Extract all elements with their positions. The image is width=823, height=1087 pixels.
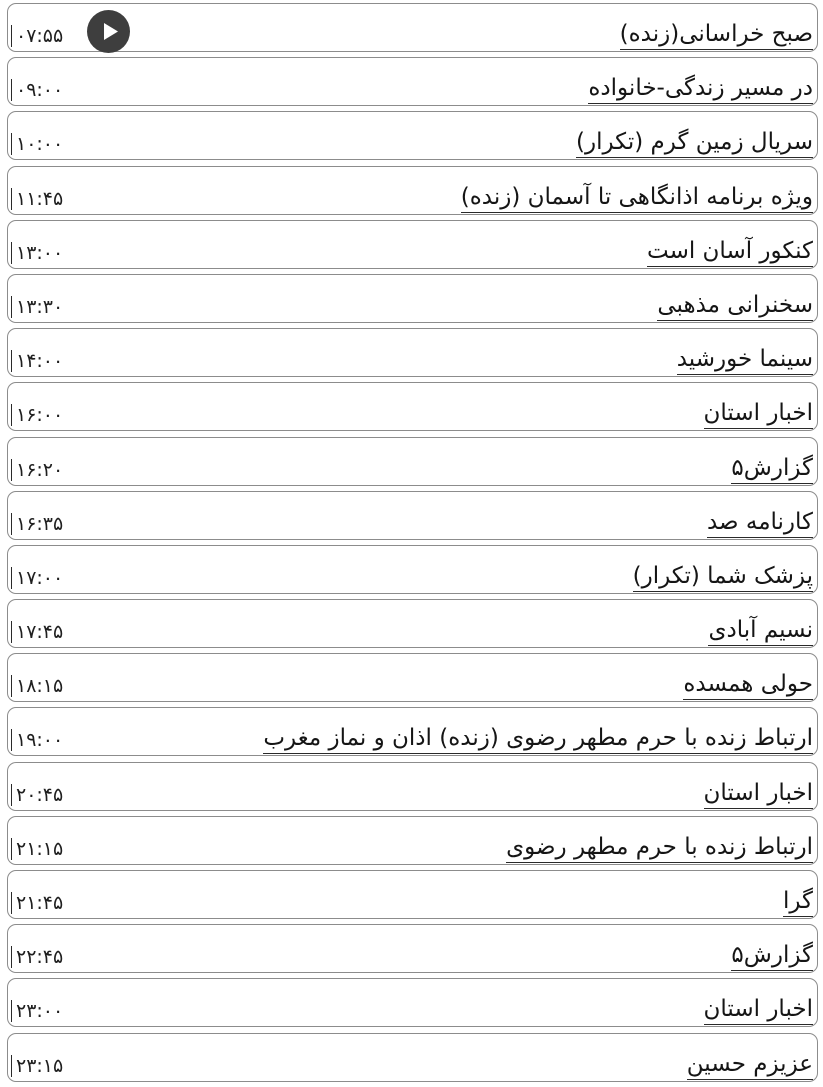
program-time: ۱۳:۳۰ bbox=[11, 296, 63, 318]
schedule-row[interactable] bbox=[7, 382, 818, 431]
program-time: ۲۱:۴۵ bbox=[11, 892, 63, 914]
schedule-row[interactable] bbox=[7, 870, 818, 919]
schedule-row[interactable] bbox=[7, 545, 818, 594]
program-title: پزشک شما (تکرار) bbox=[633, 561, 813, 592]
program-time: ۱۷:۴۵ bbox=[11, 621, 63, 643]
schedule-row[interactable] bbox=[7, 57, 818, 106]
program-title: گزارش۵ bbox=[731, 940, 813, 971]
program-title: عزیزم حسین bbox=[687, 1049, 813, 1080]
program-title: سینما خورشید bbox=[677, 344, 813, 375]
program-time: ۲۳:۰۰ bbox=[11, 1000, 63, 1022]
program-title: اخبار استان bbox=[704, 398, 813, 429]
program-title: صبح خراسانی(زنده) bbox=[620, 19, 813, 50]
program-title: در مسیر زندگی-خانواده bbox=[588, 73, 813, 104]
program-time: ۱۶:۲۰ bbox=[11, 459, 63, 481]
program-title: ارتباط زنده با حرم مطهر رضوی bbox=[506, 832, 813, 863]
schedule-row[interactable] bbox=[7, 1033, 818, 1082]
live-play-button[interactable] bbox=[87, 10, 130, 53]
program-time: ۱۰:۰۰ bbox=[11, 133, 63, 155]
program-title: سریال زمین گرم (تکرار) bbox=[576, 127, 813, 158]
schedule-row[interactable] bbox=[7, 924, 818, 973]
program-time: ۰۷:۵۵ bbox=[11, 25, 63, 47]
schedule-row[interactable] bbox=[7, 111, 818, 160]
program-title: ویژه برنامه اذانگاهی تا آسمان (زنده) bbox=[461, 182, 813, 213]
program-time: ۱۸:۱۵ bbox=[11, 675, 63, 697]
program-title: نسیم آبادی bbox=[708, 615, 813, 646]
program-time: ۲۳:۱۵ bbox=[11, 1055, 63, 1077]
program-title: سخنرانی مذهبی bbox=[657, 290, 813, 321]
schedule-row[interactable] bbox=[7, 220, 818, 269]
program-title: گزارش۵ bbox=[731, 453, 813, 484]
schedule-row[interactable] bbox=[7, 3, 818, 52]
program-title: ارتباط زنده با حرم مطهر رضوی (زنده) اذان و نماز مغرب bbox=[263, 723, 813, 754]
program-title: اخبار استان bbox=[704, 778, 813, 809]
program-title: کنکور آسان است bbox=[647, 236, 813, 267]
schedule-row[interactable] bbox=[7, 762, 818, 811]
schedule-row[interactable] bbox=[7, 437, 818, 486]
program-time: ۰۹:۰۰ bbox=[11, 79, 63, 101]
program-time: ۲۲:۴۵ bbox=[11, 946, 63, 968]
schedule-row[interactable] bbox=[7, 166, 818, 215]
schedule-row[interactable] bbox=[7, 816, 818, 865]
program-title: گرا bbox=[783, 886, 813, 917]
program-time: ۱۷:۰۰ bbox=[11, 567, 63, 589]
program-time: ۱۴:۰۰ bbox=[11, 350, 63, 372]
program-title: کارنامه صد bbox=[707, 507, 813, 538]
program-time: ۲۱:۱۵ bbox=[11, 838, 63, 860]
program-time: ۱۳:۰۰ bbox=[11, 242, 63, 264]
program-schedule-list bbox=[7, 3, 818, 1087]
program-title: اخبار استان bbox=[704, 994, 813, 1025]
program-time: ۱۹:۰۰ bbox=[11, 729, 63, 751]
schedule-row[interactable] bbox=[7, 978, 818, 1027]
schedule-row[interactable] bbox=[7, 274, 818, 323]
program-time: ۱۱:۴۵ bbox=[11, 188, 63, 210]
program-time: ۲۰:۴۵ bbox=[11, 784, 63, 806]
schedule-row[interactable] bbox=[7, 653, 818, 702]
schedule-row[interactable] bbox=[7, 328, 818, 377]
schedule-row[interactable] bbox=[7, 599, 818, 648]
program-time: ۱۶:۰۰ bbox=[11, 404, 63, 426]
schedule-row[interactable] bbox=[7, 491, 818, 540]
play-icon bbox=[103, 22, 119, 41]
program-time: ۱۶:۳۵ bbox=[11, 513, 63, 535]
program-title: حولی همسده bbox=[683, 669, 813, 700]
schedule-row[interactable] bbox=[7, 707, 818, 756]
